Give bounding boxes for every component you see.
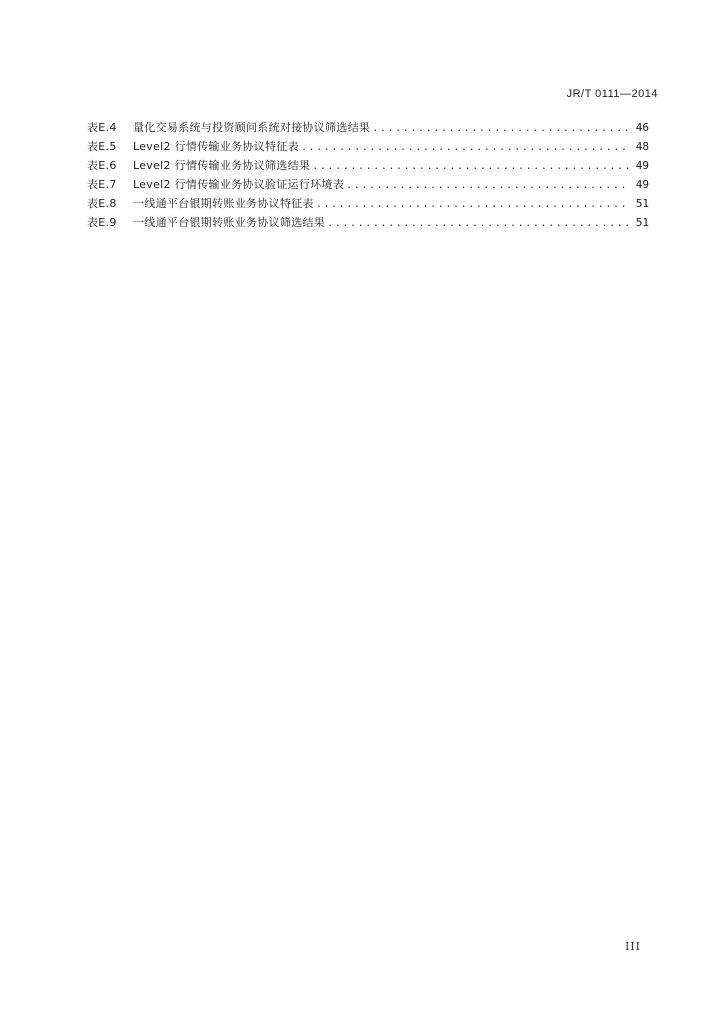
toc-entry-title: Level2 行情传输业务协议筛选结果 xyxy=(133,159,311,172)
standard-code: JR/T 0111—2014 xyxy=(566,88,658,100)
table-of-contents xyxy=(87,118,649,232)
toc-entry-page: 48 xyxy=(635,140,649,153)
toc-entry-title: 一线通平台银期转账业务协议筛选结果 xyxy=(133,216,326,229)
toc-leader-dots xyxy=(301,138,630,157)
toc-entry-number: 表E.9 xyxy=(87,216,117,229)
toc-leader-dots xyxy=(312,157,630,176)
toc-entry-e4[interactable] xyxy=(87,118,649,137)
toc-entry-number: 表E.5 xyxy=(87,140,117,153)
toc-entry-title: Level2 行情传输业务协议特征表 xyxy=(133,140,299,153)
toc-entry-title: 一线通平台银期转账业务协议特征表 xyxy=(133,197,314,210)
toc-entry-page: 46 xyxy=(635,121,649,134)
toc-entry-page: 49 xyxy=(635,178,649,191)
toc-entry-e8[interactable] xyxy=(87,194,649,213)
toc-entry-number: 表E.8 xyxy=(87,197,117,210)
toc-entry-number: 表E.7 xyxy=(87,178,117,191)
toc-entry-title: 量化交易系统与投资顾问系统对接协议筛选结果 xyxy=(133,121,371,134)
toc-entry-e7[interactable] xyxy=(87,175,649,194)
toc-entry-e9[interactable] xyxy=(87,213,649,232)
toc-entry-title: Level2 行情传输业务协议验证运行环境表 xyxy=(133,178,345,191)
toc-entry-number: 表E.6 xyxy=(87,159,117,172)
toc-entry-e6[interactable] xyxy=(87,156,649,175)
toc-entry-page: 49 xyxy=(635,159,649,172)
toc-leader-dots xyxy=(372,119,629,138)
page-number: III xyxy=(624,940,641,953)
toc-entry-page: 51 xyxy=(635,216,649,229)
toc-entry-page: 51 xyxy=(635,197,649,210)
toc-entry-number: 表E.4 xyxy=(87,121,117,134)
toc-leader-dots xyxy=(327,214,630,233)
toc-leader-dots xyxy=(346,176,630,195)
toc-leader-dots xyxy=(316,195,630,214)
toc-entry-e5[interactable] xyxy=(87,137,649,156)
